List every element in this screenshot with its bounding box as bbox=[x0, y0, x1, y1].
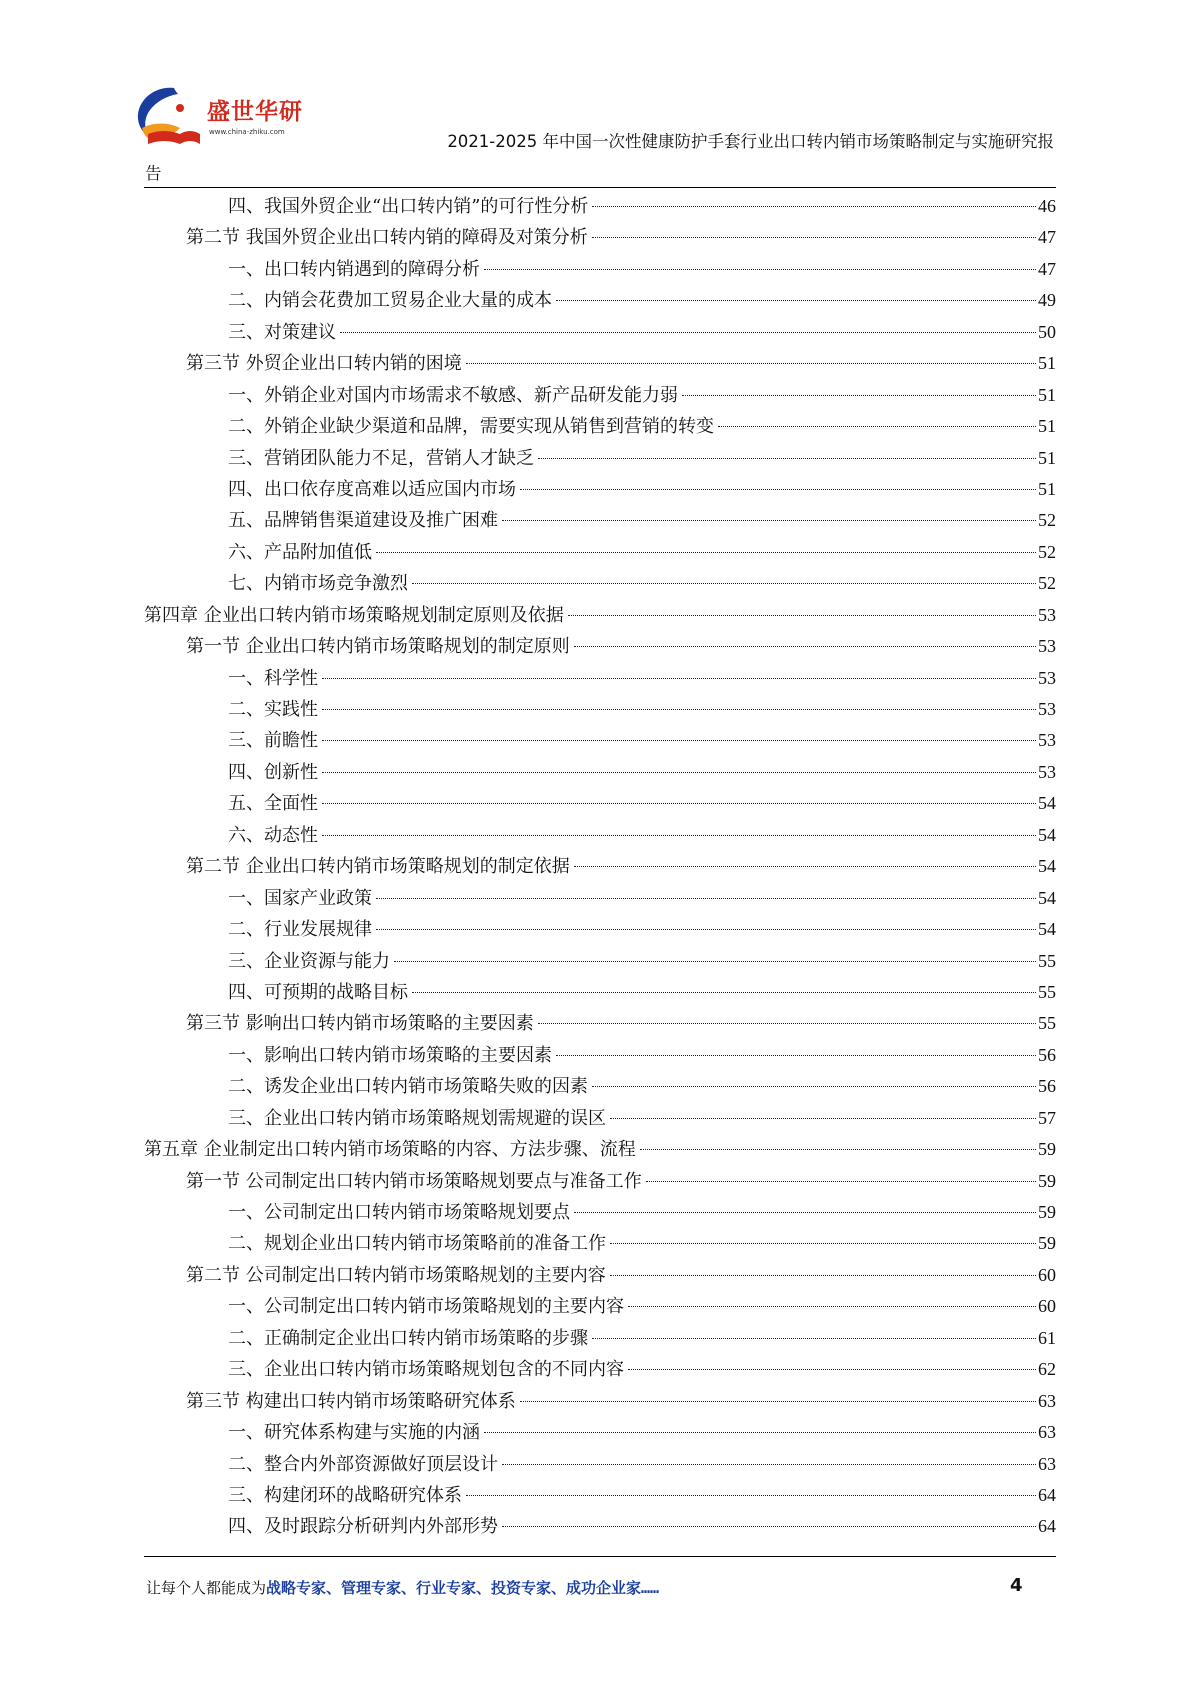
toc-entry-page: 46 bbox=[1038, 196, 1056, 216]
dot-leader bbox=[520, 1401, 1036, 1402]
toc-entry-page: 59 bbox=[1038, 1170, 1056, 1191]
dot-leader bbox=[466, 1495, 1036, 1496]
toc-entry-page: 59 bbox=[1038, 1139, 1056, 1160]
toc-entry-item[interactable] bbox=[144, 1323, 1056, 1354]
dot-leader bbox=[322, 803, 1036, 804]
toc-entry-page: 53 bbox=[1038, 636, 1056, 657]
toc-entry-title: 三、营销团队能力不足，营销人才缺乏 bbox=[228, 447, 534, 469]
toc-entry-page: 64 bbox=[1038, 1484, 1056, 1505]
toc-entry-item[interactable] bbox=[144, 725, 1056, 756]
dot-leader bbox=[376, 552, 1036, 553]
toc-entry-title: 第二节 公司制定出口转内销市场策略规划的主要内容 bbox=[186, 1264, 606, 1286]
toc-entry-section[interactable] bbox=[144, 222, 1056, 253]
toc-entry-page: 53 bbox=[1038, 667, 1056, 688]
company-logo bbox=[140, 84, 315, 154]
toc-entry-item[interactable] bbox=[144, 317, 1056, 348]
toc-entry-page: 51 bbox=[1038, 384, 1056, 405]
toc-entry-title: 一、研究体系构建与实施的内涵 bbox=[228, 1422, 480, 1444]
toc-entry-page: 63 bbox=[1038, 1453, 1056, 1474]
toc-entry-title: 四、我国外贸企业“出口转内销”的可行性分析 bbox=[228, 196, 589, 217]
dot-leader bbox=[412, 583, 1036, 584]
toc-entry-page: 47 bbox=[1038, 258, 1056, 279]
toc-entry-page: 55 bbox=[1038, 1013, 1056, 1034]
toc-entry-page: 52 bbox=[1038, 541, 1056, 562]
toc-entry-title: 六、产品附加值低 bbox=[228, 541, 372, 563]
toc-entry-title: 第二节 企业出口转内销市场策略规划的制定依据 bbox=[186, 856, 570, 878]
dot-leader bbox=[502, 1526, 1036, 1527]
toc-entry-title: 三、前瞻性 bbox=[228, 730, 318, 752]
dot-leader bbox=[592, 1338, 1036, 1339]
toc-entry-section[interactable] bbox=[144, 1386, 1056, 1417]
dot-leader bbox=[520, 489, 1036, 490]
dot-leader bbox=[682, 395, 1036, 396]
toc-entry-page: 60 bbox=[1038, 1296, 1056, 1317]
toc-entry-title: 四、创新性 bbox=[228, 761, 318, 783]
toc-entry-item[interactable] bbox=[144, 1040, 1056, 1071]
toc-entry-section[interactable] bbox=[144, 1166, 1056, 1197]
toc-entry-title: 第三节 构建出口转内销市场策略研究体系 bbox=[186, 1390, 516, 1412]
logo-url: www.china-zhiku.com bbox=[209, 128, 285, 136]
toc-entry-page: 54 bbox=[1038, 887, 1056, 908]
toc-entry-title: 三、企业出口转内销市场策略规划需规避的误区 bbox=[228, 1107, 606, 1129]
table-of-contents bbox=[144, 191, 1056, 1543]
dot-leader bbox=[610, 1243, 1036, 1244]
toc-entry-page: 51 bbox=[1038, 478, 1056, 499]
header-divider bbox=[144, 187, 1056, 188]
toc-entry-item[interactable] bbox=[144, 254, 1056, 285]
toc-entry-section[interactable] bbox=[144, 348, 1056, 379]
toc-entry-page: 53 bbox=[1038, 699, 1056, 719]
dot-leader bbox=[556, 1055, 1036, 1056]
toc-entry-title: 第四章 企业出口转内销市场策略规划制定原则及依据 bbox=[144, 604, 564, 626]
toc-entry-item[interactable] bbox=[144, 788, 1056, 819]
dot-leader bbox=[610, 1118, 1036, 1119]
toc-entry-title: 三、对策建议 bbox=[228, 321, 336, 343]
toc-entry-item[interactable] bbox=[144, 505, 1056, 536]
toc-entry-item[interactable] bbox=[144, 1197, 1056, 1228]
dot-leader bbox=[538, 1023, 1036, 1024]
dot-leader bbox=[484, 1432, 1036, 1433]
toc-entry-title: 一、出口转内销遇到的障碍分析 bbox=[228, 258, 480, 280]
toc-entry-title: 一、公司制定出口转内销市场策略规划的主要内容 bbox=[228, 1296, 624, 1318]
toc-entry-item[interactable] bbox=[144, 443, 1056, 474]
toc-entry-title: 二、整合内外部资源做好顶层设计 bbox=[228, 1453, 498, 1475]
dot-leader bbox=[376, 898, 1036, 899]
toc-entry-item[interactable] bbox=[144, 537, 1056, 568]
toc-entry-item[interactable] bbox=[144, 1071, 1056, 1102]
footer-slogan bbox=[146, 1577, 659, 1598]
toc-entry-title: 二、行业发展规律 bbox=[228, 919, 372, 941]
toc-entry-page: 59 bbox=[1038, 1202, 1056, 1222]
toc-entry-item[interactable] bbox=[144, 883, 1056, 914]
toc-entry-page: 55 bbox=[1038, 981, 1056, 1002]
toc-entry-item[interactable] bbox=[144, 1511, 1056, 1542]
toc-entry-item[interactable] bbox=[144, 1417, 1056, 1448]
toc-entry-title: 二、规划企业出口转内销市场策略前的准备工作 bbox=[228, 1233, 606, 1255]
dot-leader bbox=[484, 269, 1036, 270]
dot-leader bbox=[610, 1275, 1036, 1276]
toc-entry-page: 53 bbox=[1038, 730, 1056, 751]
toc-entry-title: 三、构建闭环的战略研究体系 bbox=[228, 1484, 462, 1506]
toc-entry-title: 第三节 影响出口转内销市场策略的主要因素 bbox=[186, 1013, 534, 1035]
toc-entry-title: 二、外销企业缺少渠道和品牌，需要实现从销售到营销的转变 bbox=[228, 416, 714, 438]
toc-entry-title: 第三节 外贸企业出口转内销的困境 bbox=[186, 353, 462, 375]
toc-entry-title: 四、出口依存度高难以适应国内市场 bbox=[228, 478, 516, 500]
toc-entry-title: 一、国家产业政策 bbox=[228, 887, 372, 909]
dot-leader bbox=[556, 300, 1036, 301]
toc-entry-item[interactable] bbox=[144, 380, 1056, 411]
toc-entry-section[interactable] bbox=[144, 631, 1056, 662]
toc-entry-title: 四、及时跟踪分析研判内外部形势 bbox=[228, 1516, 498, 1538]
dot-leader bbox=[394, 961, 1036, 962]
toc-entry-title: 一、科学性 bbox=[228, 667, 318, 689]
dot-leader bbox=[376, 929, 1036, 930]
toc-entry-item[interactable] bbox=[144, 977, 1056, 1008]
page-header bbox=[0, 0, 1191, 200]
toc-entry-page: 54 bbox=[1038, 856, 1056, 877]
toc-entry-page: 51 bbox=[1038, 353, 1056, 374]
toc-entry-item[interactable] bbox=[144, 411, 1056, 442]
toc-entry-title: 第一节 公司制定出口转内销市场策略规划要点与准备工作 bbox=[186, 1170, 642, 1192]
dot-leader bbox=[466, 363, 1036, 364]
dot-leader bbox=[574, 866, 1036, 867]
toc-entry-page: 55 bbox=[1038, 950, 1056, 971]
slogan-emphasis: 战略专家、管理专家、行业专家、投资专家、成功企业家…… bbox=[266, 1579, 660, 1597]
toc-entry-section[interactable] bbox=[144, 1008, 1056, 1039]
footer-divider bbox=[144, 1556, 1056, 1557]
toc-entry-title: 二、内销会花费加工贸易企业大量的成本 bbox=[228, 290, 552, 312]
dot-leader bbox=[574, 646, 1036, 647]
dot-leader bbox=[640, 1149, 1036, 1150]
toc-entry-page: 52 bbox=[1038, 510, 1056, 531]
dot-leader bbox=[538, 458, 1036, 459]
toc-entry-chapter[interactable] bbox=[144, 600, 1056, 631]
toc-entry-item[interactable] bbox=[144, 285, 1056, 316]
toc-entry-title: 四、可预期的战略目标 bbox=[228, 981, 408, 1003]
toc-entry-page: 51 bbox=[1038, 447, 1056, 468]
dot-leader bbox=[646, 1181, 1036, 1182]
toc-entry-item[interactable] bbox=[144, 946, 1056, 977]
dot-leader bbox=[592, 1086, 1036, 1087]
toc-entry-page: 47 bbox=[1038, 227, 1056, 248]
dot-leader bbox=[502, 520, 1036, 521]
dot-leader bbox=[322, 678, 1036, 679]
dot-leader bbox=[322, 772, 1036, 773]
toc-entry-item[interactable] bbox=[144, 757, 1056, 788]
toc-entry-page: 64 bbox=[1038, 1516, 1056, 1537]
toc-entry-item[interactable] bbox=[144, 191, 1056, 222]
logo-mark-icon bbox=[134, 84, 204, 148]
dot-leader bbox=[568, 615, 1036, 616]
toc-entry-page: 54 bbox=[1038, 919, 1056, 940]
toc-entry-item[interactable] bbox=[144, 820, 1056, 851]
toc-entry-page: 56 bbox=[1038, 1044, 1056, 1065]
toc-entry-title: 第五章 企业制定出口转内销市场策略的内容、方法步骤、流程 bbox=[144, 1139, 636, 1161]
toc-entry-item[interactable] bbox=[144, 1480, 1056, 1511]
toc-entry-item[interactable] bbox=[144, 1228, 1056, 1259]
page-number: 4 bbox=[1010, 1575, 1023, 1596]
toc-entry-title: 一、公司制定出口转内销市场策略规划要点 bbox=[228, 1202, 570, 1223]
report-title: 2021-2025 年中国一次性健康防护手套行业出口转内销市场策略制定与实施研究报 bbox=[447, 132, 1054, 151]
toc-entry-page: 59 bbox=[1038, 1233, 1056, 1254]
toc-entry-page: 49 bbox=[1038, 290, 1056, 311]
toc-entry-title: 第一节 企业出口转内销市场策略规划的制定原则 bbox=[186, 636, 570, 658]
dot-leader bbox=[628, 1306, 1036, 1307]
toc-entry-item[interactable] bbox=[144, 694, 1056, 725]
dot-leader bbox=[322, 740, 1036, 741]
toc-entry-item[interactable] bbox=[144, 663, 1056, 694]
toc-entry-title: 六、动态性 bbox=[228, 824, 318, 846]
toc-entry-page: 54 bbox=[1038, 793, 1056, 814]
toc-entry-page: 60 bbox=[1038, 1264, 1056, 1285]
toc-entry-title: 五、品牌销售渠道建设及推广困难 bbox=[228, 510, 498, 532]
toc-entry-item[interactable] bbox=[144, 1354, 1056, 1385]
toc-entry-chapter[interactable] bbox=[144, 1134, 1056, 1165]
toc-entry-item[interactable] bbox=[144, 1103, 1056, 1134]
toc-entry-page: 51 bbox=[1038, 416, 1056, 437]
toc-entry-title: 一、影响出口转内销市场策略的主要因素 bbox=[228, 1044, 552, 1066]
toc-entry-page: 56 bbox=[1038, 1076, 1056, 1097]
toc-entry-page: 53 bbox=[1038, 604, 1056, 625]
toc-entry-item[interactable] bbox=[144, 1291, 1056, 1322]
dot-leader bbox=[592, 206, 1036, 207]
dot-leader bbox=[592, 237, 1036, 238]
toc-entry-title: 二、实践性 bbox=[228, 699, 318, 720]
toc-entry-item[interactable] bbox=[144, 1449, 1056, 1480]
toc-entry-item[interactable] bbox=[144, 914, 1056, 945]
toc-entry-page: 61 bbox=[1038, 1327, 1056, 1348]
dot-leader bbox=[322, 709, 1036, 710]
toc-entry-section[interactable] bbox=[144, 851, 1056, 882]
toc-entry-title: 二、诱发企业出口转内销市场策略失败的因素 bbox=[228, 1076, 588, 1098]
dot-leader bbox=[340, 332, 1036, 333]
logo-text: 盛世华研 bbox=[207, 99, 303, 125]
toc-entry-page: 63 bbox=[1038, 1422, 1056, 1443]
toc-entry-page: 63 bbox=[1038, 1390, 1056, 1411]
dot-leader bbox=[628, 1369, 1036, 1370]
toc-entry-page: 54 bbox=[1038, 824, 1056, 845]
dot-leader bbox=[412, 992, 1036, 993]
toc-entry-page: 53 bbox=[1038, 761, 1056, 782]
toc-entry-page: 57 bbox=[1038, 1107, 1056, 1128]
dot-leader bbox=[502, 1464, 1036, 1465]
dot-leader bbox=[718, 426, 1036, 427]
toc-entry-item[interactable] bbox=[144, 474, 1056, 505]
toc-entry-page: 62 bbox=[1038, 1359, 1056, 1380]
slogan-lead: 让每个人都能成为 bbox=[146, 1579, 267, 1597]
toc-entry-title: 第二节 我国外贸企业出口转内销的障碍及对策分析 bbox=[186, 227, 588, 249]
toc-entry-title: 五、全面性 bbox=[228, 793, 318, 815]
toc-entry-title: 三、企业资源与能力 bbox=[228, 950, 390, 972]
toc-entry-item[interactable] bbox=[144, 568, 1056, 599]
toc-entry-title: 三、企业出口转内销市场策略规划包含的不同内容 bbox=[228, 1359, 624, 1381]
toc-entry-title: 一、外销企业对国内市场需求不敏感、新产品研发能力弱 bbox=[228, 384, 678, 406]
dot-leader bbox=[322, 835, 1036, 836]
toc-entry-section[interactable] bbox=[144, 1260, 1056, 1291]
toc-entry-title: 二、正确制定企业出口转内销市场策略的步骤 bbox=[228, 1327, 588, 1349]
toc-entry-title: 七、内销市场竞争激烈 bbox=[228, 573, 408, 595]
report-title-continued: 告 bbox=[145, 164, 162, 183]
dot-leader bbox=[574, 1212, 1036, 1213]
toc-entry-page: 52 bbox=[1038, 573, 1056, 594]
toc-entry-page: 50 bbox=[1038, 321, 1056, 342]
